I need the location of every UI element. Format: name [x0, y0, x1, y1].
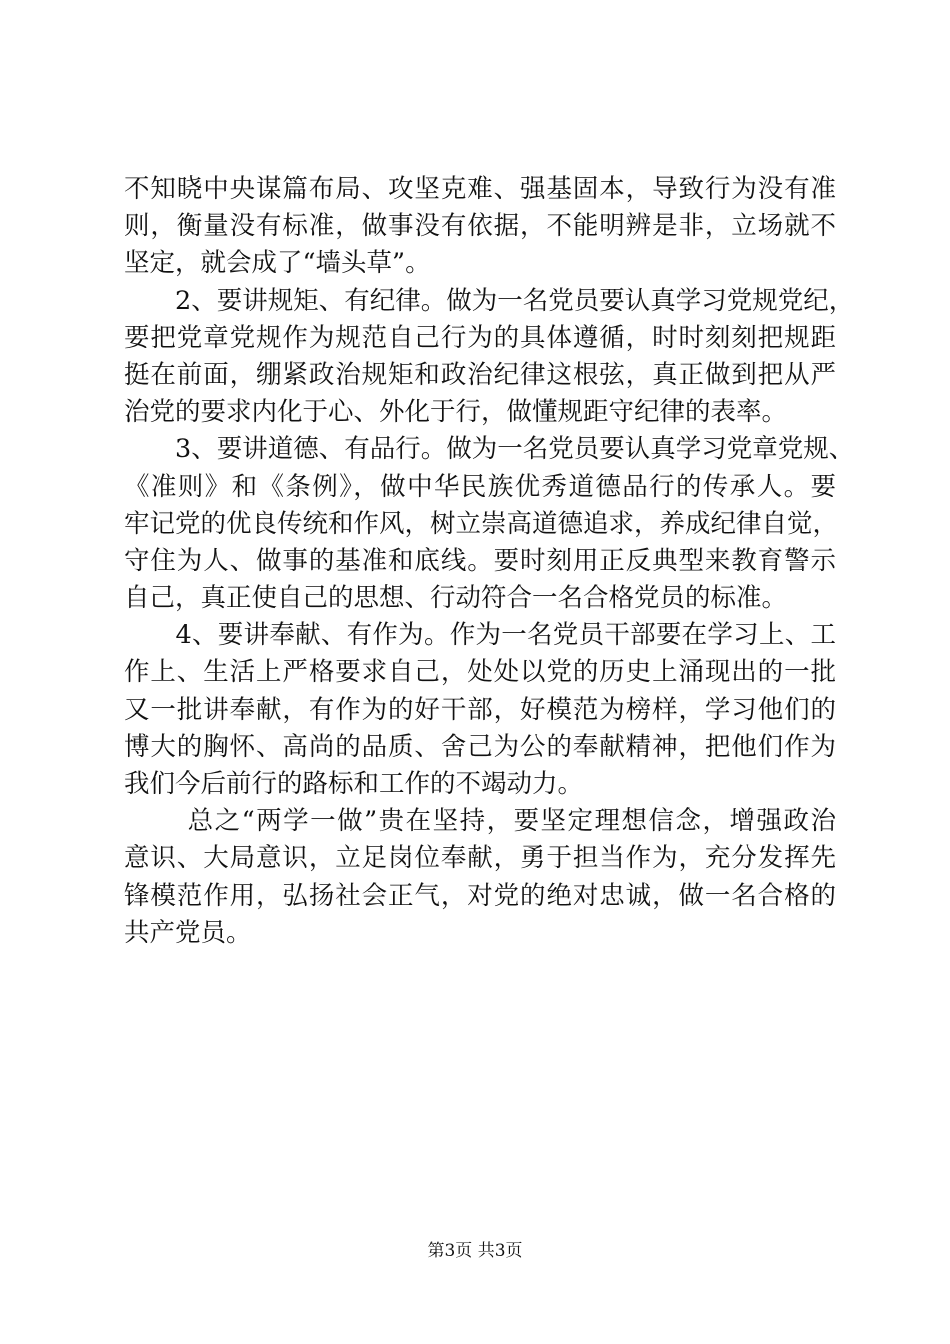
page-footer: 第3页 共3页 — [427, 1241, 523, 1261]
body-text — [124, 171, 855, 952]
text-line: 自己，真正使自己的思想、行动符合一名合格党员的标准。 — [124, 583, 788, 614]
text-line: 不知晓中央谋篇布局、攻坚克难、强基固本，导致行为没有准 — [124, 174, 836, 204]
text-line: 3、要讲道德、有品行。做为一名党员要认真学习党章党规、 — [124, 434, 855, 465]
text-line: 作上、生活上严格要求自己，处处以党的历史上涌现出的一批 — [124, 657, 836, 688]
text-line: 意识、大局意识，立足岗位奉献，勇于担当作为，充分发挥先 — [124, 843, 836, 874]
text-line: 守住为人、做事的基准和底线。要时刻用正反典型来教育警示 — [124, 545, 836, 576]
text-line: 博大的胸怀、高尚的品质、舍己为公的奉献精神，把他们作为 — [124, 731, 836, 762]
text-line: 锋模范作用，弘扬社会正气，对党的绝对忠诚，做一名合格的 — [124, 880, 836, 911]
text-line: 则，衡量没有标准，做事没有依据，不能明辨是非，立场就不 — [124, 211, 836, 242]
text-line: 坚定，就会成了“墙头草”。 — [124, 248, 431, 279]
text-line: 挺在前面，绷紧政治规矩和政治纪律这根弦，真正做到把从严 — [124, 359, 836, 390]
text-line: 又一批讲奉献，有作为的好干部，好模范为榜样，学习他们的 — [124, 694, 836, 725]
text-line: 要把党章党规作为规范自己行为的具体遵循，时时刻刻把规距 — [124, 322, 836, 353]
text-line: 2、要讲规矩、有纪律。做为一名党员要认真学习党规党纪， — [124, 285, 855, 316]
text-line: 4、要讲奉献、有作为。作为一名党员干部要在学习上、工 — [124, 620, 836, 651]
text-line: 牢记党的优良传统和作风，树立崇高道德追求，养成纪律自觉， — [124, 508, 839, 539]
text-line: 治党的要求内化于心、外化于行，做懂规距守纪律的表率。 — [124, 397, 788, 428]
text-line: 共产党员。 — [124, 917, 252, 948]
text-line: 总之“两学一做”贵在坚持，要坚定理想信念，增强政治 — [124, 806, 836, 837]
text-line: 我们今后前行的路标和工作的不竭动力。 — [124, 769, 584, 799]
text-line: 《准则》和《条例》，做中华民族优秀道德品行的传承人。要 — [124, 471, 836, 502]
